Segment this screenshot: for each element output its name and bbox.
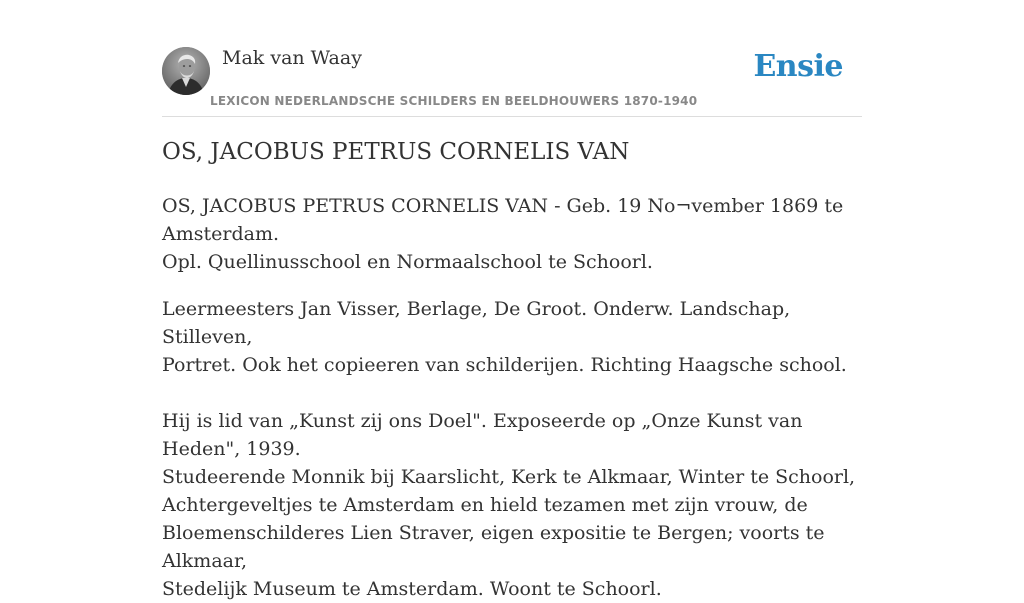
portrait-avatar-icon bbox=[162, 47, 210, 95]
paragraph-line: Stedelijk Museum te Amsterdam. Woont te Schoorl. bbox=[162, 578, 662, 600]
ensie-logo[interactable]: Ensie bbox=[753, 49, 843, 84]
paragraph-line: Portret. Ook het copieeren van schilderijen. Richting Haagsche school. bbox=[162, 354, 847, 376]
source-lexicon-link[interactable]: LEXICON NEDERLANDSCHE SCHILDERS EN BEELDHOUWERS 1870-1940 bbox=[210, 94, 698, 108]
paragraph-line: Leermeesters Jan Visser, Berlage, De Groot. Onderw. Landschap, Stilleven, bbox=[162, 298, 791, 348]
paragraph-line: Achtergeveltjes te Amsterdam en hield tezamen met zijn vrouw, de bbox=[162, 494, 808, 516]
article-paragraph bbox=[162, 407, 862, 603]
paragraph-line: Opl. Quellinusschool en Normaalschool te Schoorl. bbox=[162, 251, 653, 273]
article-paragraph bbox=[162, 295, 862, 379]
page-title: OS, JACOBUS PETRUS CORNELIS VAN bbox=[162, 139, 630, 165]
article-paragraph bbox=[162, 192, 862, 276]
paragraph-line: Studeerende Monnik bij Kaarslicht, Kerk te Alkmaar, Winter te Schoorl, bbox=[162, 466, 856, 488]
article-body bbox=[162, 192, 862, 603]
paragraph-line: Bloemenschilderes Lien Straver, eigen expositie te Bergen; voorts te Alkmaar, bbox=[162, 522, 825, 572]
paragraph-line: OS, JACOBUS PETRUS CORNELIS VAN - Geb. 19 No¬vember 1869 te Amsterdam. bbox=[162, 195, 844, 245]
author-name[interactable]: Mak van Waay bbox=[222, 47, 362, 69]
paragraph-line: Hij is lid van „Kunst zij ons Doel". Exposeerde op „Onze Kunst van Heden", 1939. bbox=[162, 410, 803, 460]
page-header bbox=[162, 44, 862, 117]
author-avatar[interactable] bbox=[162, 47, 210, 95]
